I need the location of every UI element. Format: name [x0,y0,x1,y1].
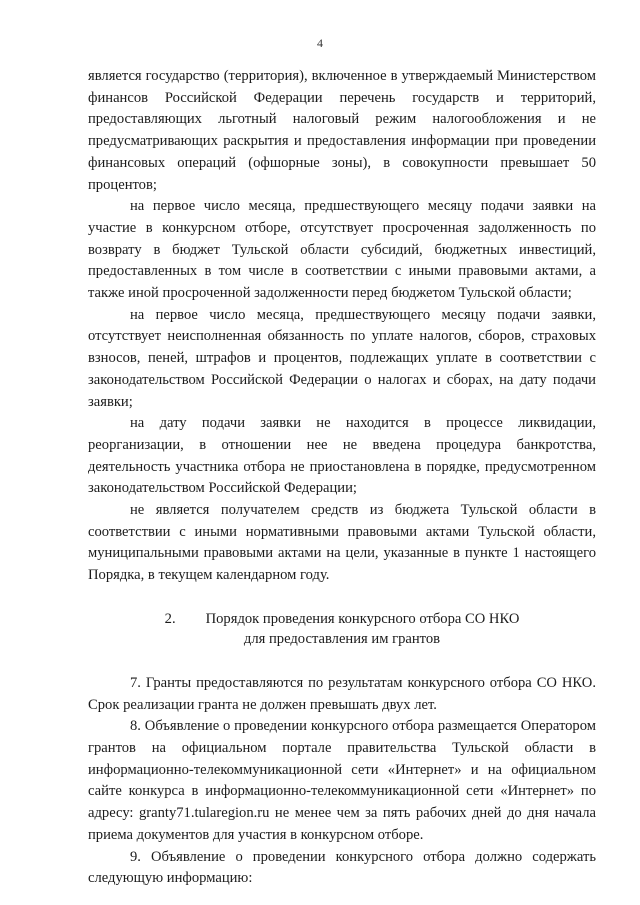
section-title-text: Порядок проведения конкурсного отбора СО НКО [205,610,520,627]
page-number: 4 [317,36,323,50]
paragraph-no-debt: на первое число месяца, предшествующего месяцу подачи заявки на участие в конкурсном отборе, отсутствует просроченная задолженность по возврату в бюджет Тульской области субсидий, бюджетных инвестиций, предоставленных в том числе в соответствии с иными правовыми актами, а также иной просроченной задолженности перед бюджетом Тульской области; [88,198,596,302]
paragraph-no-tax-obligation: на первое число месяца, предшествующего месяцу подачи заявки, отсутствует неисполненная обязанность по уплате налогов, сборов, страховых взносов, пеней, штрафов и процентов, подлежащих уплате в соответствии с законодательством Российской Федерации о налогах и сборах, на дату подачи заявки; [88,306,596,410]
document-body [88,66,596,890]
paragraph-not-recipient: не является получателем средств из бюджета Тульской области в соответствии с иными нормативными правовыми актами Тульской области, муниципальными правовыми актами на цели, указанные в пункте 1 настоящего Порядка, в текущем календарном году. [88,502,596,584]
paragraph-continuation: является государство (территория), включенное в утверждаемый Министерством финансов Российской Федерации перечень государств и территорий, предоставляющих льготный налоговый режим налогообложения и не предусматривающих раскрытия и предоставления информации при проведении финансовых операций (офшорные зоны), в совокупности превышает 50 процентов; [88,68,596,193]
section-heading [88,609,596,649]
paragraph-item-8: 8. Объявление о проведении конкурсного отбора размещается Оператором грантов на официальном портале правительства Тульской области в информационно-телекоммуникационной сети «Интернет» и на официальном сайте конкурса в информационно-телекоммуникационной сети «Интернет» по адресу: granty71.tularegion.ru не менее чем за пять рабочих дней до дня начала приема документов для участия в конкурсном отборе. [88,718,596,843]
section-heading-line1 [88,609,596,629]
section-heading-line2: для предоставления им грантов [243,630,441,647]
paragraph-item-7: 7. Гранты предоставляются по результатам конкурсного отбора СО НКО. Срок реализации гранта не должен превышать двух лет. [88,674,596,713]
section-number: 2. [164,610,176,627]
paragraph-not-in-liquidation: на дату подачи заявки не находится в процессе ликвидации, реорганизации, в отношении нее не введена процедура банкротства, деятельность участника отбора не приостановлена в порядке, предусмотренном законодательством Российской Федерации; [88,415,596,497]
paragraph-item-9: 9. Объявление о проведении конкурсного отбора должно содержать следующую информацию: [88,848,596,887]
